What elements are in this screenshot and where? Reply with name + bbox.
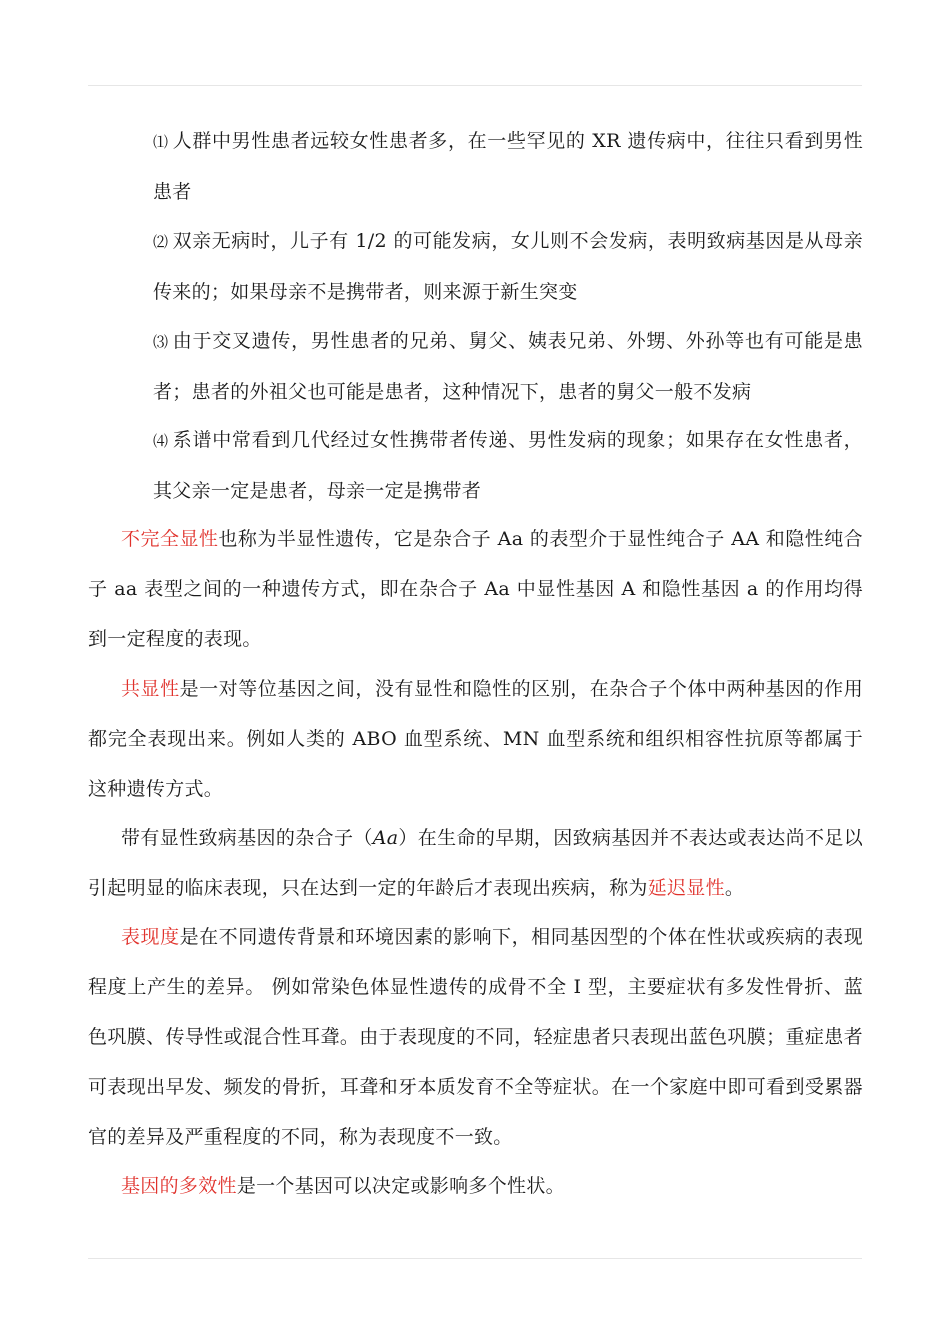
footer-rule <box>88 1258 862 1259</box>
paragraph-text: 是一对等位基因之间，没有显性和隐性的区别，在杂合子个体中两种基因的作用都完全表现出来。例如人类的 ABO 血型系统、MN 血型系统和组织相容性抗原等都属于这种遗传方式。 <box>88 678 863 800</box>
paragraph-text: 是一个基因可以决定或影响多个性状。 <box>236 1175 565 1197</box>
paragraph-text: ）在生命的早期，因致病基因并不表达或表达尚不足以引起明显的临床表现，只在达到一定的年龄后才表现出疾病，称为 <box>88 827 863 899</box>
paragraph-end: 。 <box>724 877 745 899</box>
list-text: 系谱中常看到几代经过女性携带者传递、男性发病的现象；如果存在女性患者，其父亲一定是患者，母亲一定是携带者 <box>153 429 863 502</box>
term-highlight: 表现度 <box>121 926 180 948</box>
header-rule <box>88 85 862 86</box>
paragraph-expressivity <box>88 912 863 1162</box>
term-highlight: 共显性 <box>121 678 180 700</box>
list-marker: ⑶ <box>153 333 169 351</box>
list-item-4 <box>153 415 863 516</box>
paragraph-text: 带有显性致病基因的杂合子（ <box>121 827 373 849</box>
list-marker: ⑷ <box>153 432 169 450</box>
paragraph-codominance <box>88 664 863 814</box>
list-marker: ⑴ <box>153 133 169 151</box>
term-highlight: 不完全显性 <box>121 528 219 550</box>
list-item-3 <box>153 316 863 417</box>
paragraph-incomplete-dominance <box>88 514 863 664</box>
genotype-italic: Aa <box>372 827 399 849</box>
list-marker: ⑵ <box>153 233 169 251</box>
list-item-1 <box>153 116 863 217</box>
paragraph-text: 是在不同遗传背景和环境因素的影响下，相同基因型的个体在性状或疾病的表现程度上产生的差异。 例如常染色体显性遗传的成骨不全 I 型，主要症状有多发性骨折、蓝色巩膜、传导性或混合性耳聋。由于表现度的不同，轻症患者只表现出蓝色巩膜；重症患者可表现出早发、频发的骨折，耳聋和牙本质发育不全等症状。在一个家庭中即可看到受累器官的差异及严重程度的不同，称为表现度不一致。 <box>88 926 863 1148</box>
paragraph-delayed-dominance <box>88 813 863 913</box>
list-text: 由于交叉遗传，男性患者的兄弟、舅父、姨表兄弟、外甥、外孙等也有可能是患者；患者的外祖父也可能是患者，这种情况下，患者的舅父一般不发病 <box>153 330 863 403</box>
list-text: 双亲无病时，儿子有 1/2 的可能发病，女儿则不会发病，表明致病基因是从母亲传来的；如果母亲不是携带者，则来源于新生突变 <box>153 230 863 303</box>
term-highlight: 基因的多效性 <box>121 1175 237 1197</box>
paragraph-text: 也称为半显性遗传，它是杂合子 Aa 的表型介于显性纯合子 AA 和隐性纯合子 aa 表型之间的一种遗传方式，即在杂合子 Aa 中显性基因 A 和隐性基因 a 的作用均得到一定程度的表现。 <box>88 528 863 650</box>
paragraph-pleiotropy <box>88 1161 863 1211</box>
list-text: 人群中男性患者远较女性患者多，在一些罕见的 XR 遗传病中，往往只看到男性患者 <box>153 130 863 203</box>
list-item-2 <box>153 216 863 317</box>
term-highlight: 延迟显性 <box>647 877 725 899</box>
